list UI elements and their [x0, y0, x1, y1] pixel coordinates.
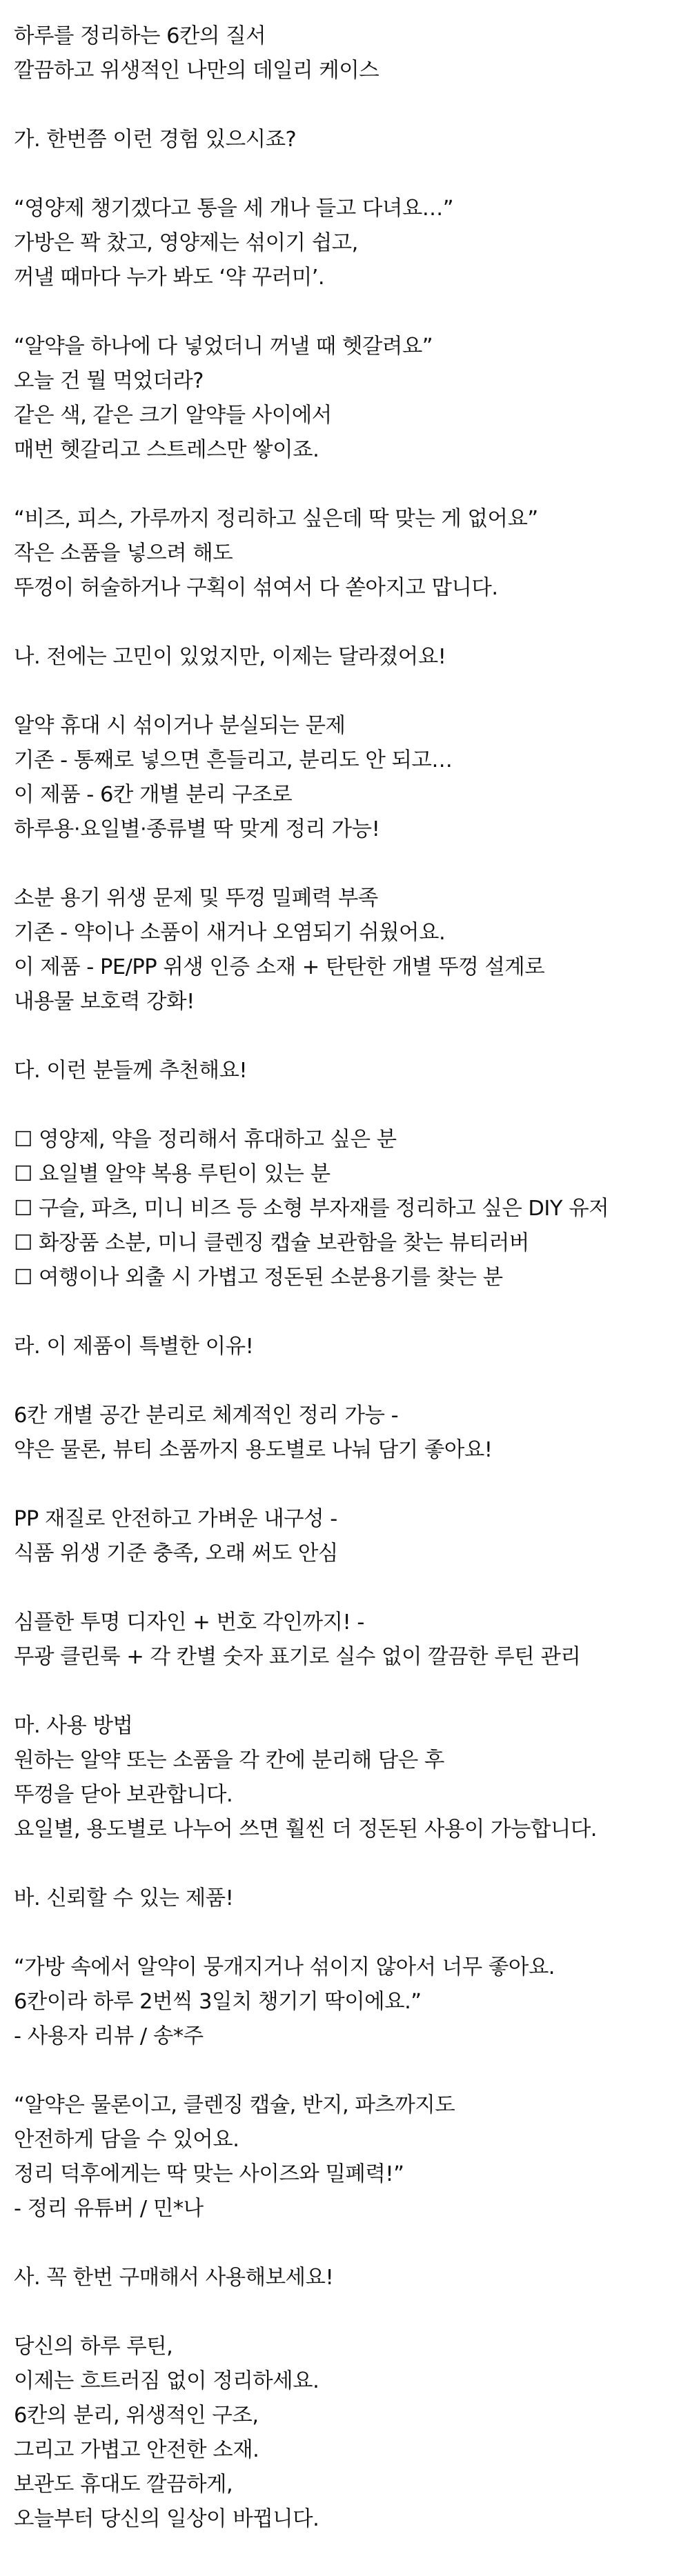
blank-line	[14, 2226, 690, 2261]
text-line: 다. 이런 분들께 추천해요!	[14, 1059, 248, 1083]
blank-line	[14, 2054, 690, 2088]
text-line: - 정리 유튜버 / 민*나	[14, 2197, 204, 2221]
text-line: 6칸이라 하루 2번씩 3일치 챙기기 딱이에요.”	[14, 1990, 422, 2014]
text-line: 라. 이 제품이 특별한 이유!	[14, 1335, 254, 1359]
text-line: 6칸의 분리, 위생적인 구조,	[14, 2404, 259, 2428]
text-line: 보관도 휴대도 깔끔하게,	[14, 2473, 233, 2497]
text-line: 알약 휴대 시 섞이거나 분실되는 문제	[14, 714, 346, 738]
text-line: “알약은 물론이고, 클렌징 캡슐, 반지, 파츠까지도	[14, 2093, 455, 2117]
text-line: 내용물 보호력 강화!	[14, 990, 195, 1014]
blank-line	[14, 468, 690, 502]
blank-line	[14, 675, 690, 709]
text-line: 6칸 개별 공간 분리로 체계적인 정리 가능 -	[14, 1404, 399, 1428]
blank-line	[14, 295, 690, 330]
blank-line	[14, 847, 690, 881]
text-line: 오늘부터 당신의 일상이 바뀝니다.	[14, 2507, 319, 2531]
text-line: 정리 덕후에게는 딱 맞는 사이즈와 밀폐력!”	[14, 2162, 404, 2186]
text-line: 기존 - 약이나 소품이 새거나 오염되기 쉬웠어요.	[14, 921, 446, 945]
blank-line	[14, 1675, 690, 1709]
text-line: 기존 - 통째로 넣으면 흔들리고, 분리도 안 되고…	[14, 748, 453, 772]
text-line: 원하는 알약 또는 소품을 각 칸에 분리해 담은 후	[14, 1748, 444, 1773]
blank-line	[14, 1088, 690, 1123]
text-line: PP 재질로 안전하고 가벼운 내구성 -	[14, 1507, 337, 1531]
text-line: ☐ 요일별 알약 복용 루틴이 있는 분	[14, 1162, 331, 1186]
text-line: 사. 꼭 한번 구매해서 사용해보세요!	[14, 2266, 334, 2290]
text-line: 뚜껑을 닫아 보관합니다.	[14, 1783, 233, 1807]
text-line: ☐ 여행이나 외출 시 가볍고 정돈된 소분용기를 찾는 분	[14, 1266, 503, 1290]
text-line: 약은 물론, 뷰티 소품까지 용도별로 나눠 담기 좋아요!	[14, 1438, 493, 1462]
text-line: 작은 소품을 넣으려 해도	[14, 541, 233, 566]
text-line: 꺼낼 때마다 누가 봐도 ‘약 꾸러미’.	[14, 266, 325, 290]
blank-line	[14, 1847, 690, 1881]
blank-line	[14, 88, 690, 123]
text-line: 심플한 투명 디자인 + 번호 각인까지! -	[14, 1610, 364, 1635]
text-line: 무광 클린룩 + 각 칸별 숫자 표기로 실수 없이 깔끔한 루틴 관리	[14, 1645, 581, 1669]
text-line: 나. 전에는 고민이 있었지만, 이제는 달라졌어요!	[14, 645, 446, 669]
blank-line	[14, 606, 690, 640]
text-line: 이 제품 - 6칸 개별 분리 구조로	[14, 783, 293, 807]
text-line: 안전하게 담을 수 있어요.	[14, 2128, 239, 2152]
text-line: ☐ 영양제, 약을 정리해서 휴대하고 싶은 분	[14, 1128, 397, 1152]
text-line: “영양제 챙기겠다고 통을 세 개나 들고 다녀요…”	[14, 197, 454, 221]
blank-line	[14, 1019, 690, 1054]
text-line: 이제는 흐트러짐 없이 정리하세요.	[14, 2369, 319, 2393]
blank-line	[14, 2295, 690, 2330]
text-line: 같은 색, 같은 크기 알약들 사이에서	[14, 403, 332, 428]
text-line: 요일별, 용도별로 나누어 쓰면 훨씬 더 정돈된 사용이 가능합니다.	[14, 1817, 597, 1841]
text-line: - 사용자 리뷰 / 송*주	[14, 2024, 204, 2048]
text-line: 이 제품 - PE/PP 위생 인증 소재 + 탄탄한 개별 뚜껑 설계로	[14, 955, 545, 979]
text-line: 깔끔하고 위생적인 나만의 데일리 케이스	[14, 59, 379, 83]
text-line: 하루를 정리하는 6칸의 질서	[14, 24, 266, 48]
text-line: 가방은 꽉 찼고, 영양제는 섞이기 쉽고,	[14, 231, 358, 255]
blank-line	[14, 157, 690, 192]
blank-line	[14, 1295, 690, 1330]
text-line: 식품 위생 기준 충족, 오래 써도 안심	[14, 1541, 338, 1566]
text-line: ☐ 화장품 소분, 미니 클렌징 캡슐 보관함을 찾는 뷰티러버	[14, 1231, 529, 1255]
text-line: 소분 용기 위생 문제 및 뚜껑 밀폐력 부족	[14, 886, 378, 910]
text-line: 오늘 건 뭘 먹었더라?	[14, 369, 204, 393]
text-line: 당신의 하루 루틴,	[14, 2335, 173, 2359]
text-line: 그리고 가볍고 안전한 소재.	[14, 2438, 259, 2462]
blank-line	[14, 1571, 690, 1606]
blank-line	[14, 1468, 690, 1502]
text-line: 바. 신뢰할 수 있는 제품!	[14, 1886, 234, 1910]
text-line: ☐ 구슬, 파츠, 미니 비즈 등 소형 부자재를 정리하고 싶은 DIY 유저	[14, 1197, 609, 1221]
text-line: 뚜껑이 허술하거나 구획이 섞여서 다 쏟아지고 맙니다.	[14, 576, 498, 600]
text-line: 매번 헷갈리고 스트레스만 쌓이죠.	[14, 438, 319, 462]
text-line: 가. 한번쯤 이런 경험 있으시죠?	[14, 128, 297, 152]
text-line: “알약을 하나에 다 넣었더니 꺼낼 때 헷갈려요”	[14, 335, 433, 359]
blank-line	[14, 1364, 690, 1399]
text-line: “비즈, 피스, 가루까지 정리하고 싶은데 딱 맞는 게 없어요”	[14, 507, 538, 531]
text-line: 하루용·요일별·종류별 딱 맞게 정리 가능!	[14, 817, 380, 841]
text-line: “가방 속에서 알약이 뭉개지거나 섞이지 않아서 너무 좋아요.	[14, 1955, 555, 1979]
text-line: 마. 사용 방법	[14, 1714, 133, 1738]
blank-line	[14, 1916, 690, 1950]
